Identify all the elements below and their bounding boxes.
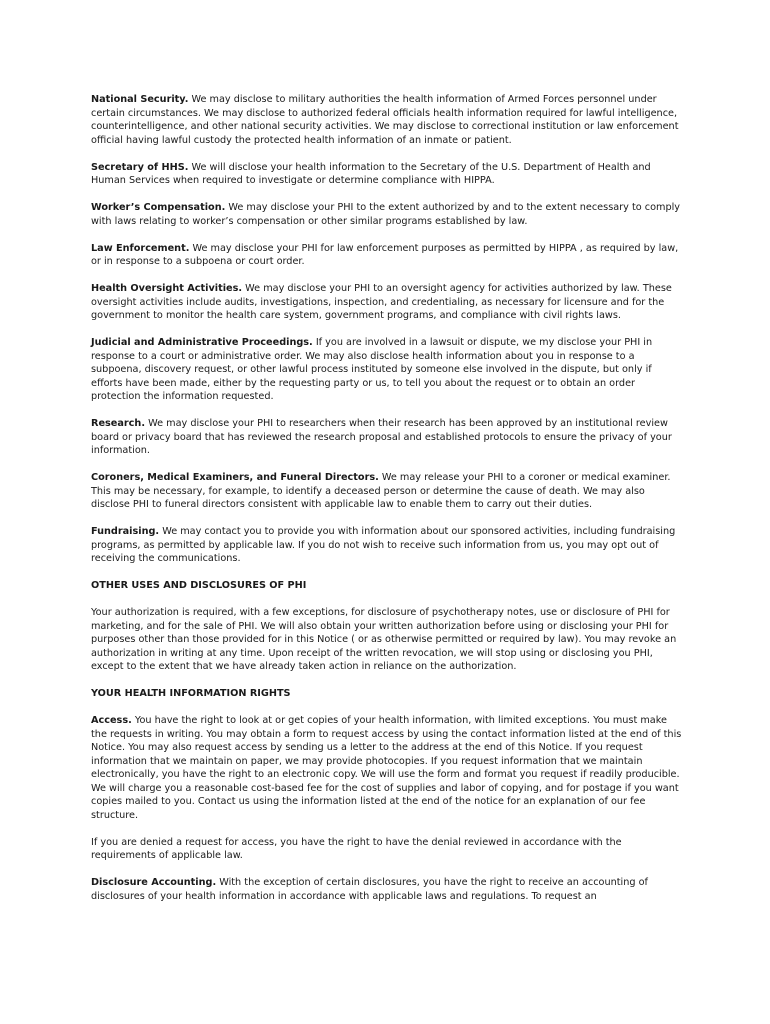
section-disclosure-accounting [91,876,683,903]
section-body: We may disclose your PHI to researchers when their research has been approved by an institutional review board or privacy board that has reviewed the research proposal and established protocols to ensure the privacy of your information. [91,418,672,456]
section-heading: Health Oversight Activities. [91,283,243,294]
section-heading: Law Enforcement. [91,242,190,254]
section-heading: Access. [91,715,132,726]
section-access [91,714,683,822]
section-workers-compensation [91,201,683,228]
section-research [91,417,683,458]
section-coroners [91,471,683,512]
section-health-oversight [91,282,683,323]
other-uses-title: OTHER USES AND DISCLOSURES OF PHI [91,580,307,591]
section-body: We may contact you to provide you with information about our sponsored activities, including fundraising programs, as permitted by applicable law. If you do not wish to receive such information from us, you may opt out of receiving the communications. [91,526,676,564]
section-body: We may release your PHI to a coroner or medical examiner. This may be necessary, for example, to identify a deceased person or determine the cause of death. We may also disclose PHI to funeral directors consistent with applicable law to enable them to carry out their duties. [91,472,671,510]
section-judicial-proceedings [91,336,683,404]
section-law-enforcement [91,242,683,269]
section-fundraising [91,525,683,566]
section-body: We may disclose to military authorities the health information of Armed Forces personnel under certain circumstances. We may disclose to authorized federal officials health information required for lawful intelligence, counterintelligence, and other national security activities. We may disclose to correctional institution or law enforcement official having lawful custody the protected health information of an inmate or patient. [91,94,679,146]
section-heading: Worker’s Compensation. [91,202,226,213]
section-body: If you are involved in a lawsuit or dispute, we my disclose your PHI in response to a court or administrative order. We may also disclose health information about you in response to a subpoena, discovery request, or other lawful process instituted by someone else involved in the dispute, but only if efforts have been made, either by the requesting party or us, to tell you about the request or to obtain an order protection the information requested. [91,337,653,402]
access-denied-paragraph: If you are denied a request for access, you have the right to have the denial reviewed in accordance with the requirements of applicable law. [91,836,622,861]
section-heading: National Security. [91,94,189,105]
section-heading: Fundraising. [91,526,160,537]
section-heading: Disclosure Accounting. [91,877,217,888]
section-body: With the exception of certain disclosures, you have the right to receive an accounting of disclosures of your health information in accordance with applicable laws and regulations. To request an [91,877,648,902]
section-body: We may disclose your PHI to an oversight agency for activities authorized by law. These oversight activities include audits, investigations, inspection, and credentialing, as necessary for licensure and for the government to monitor the health care system, government programs, and compliance with civil rights laws. [91,283,672,321]
section-body: We may disclose your PHI to the extent authorized by and to the extent necessary to comply with laws relating to worker’s compensation or other similar programs established by law. [91,202,681,227]
section-body: You have the right to look at or get copies of your health information, with limited exceptions. You must make the requests in writing. You may obtain a form to request access by using the contact information listed at the end of this Notice. You may also request access by sending us a letter to the address at the end of this Notice. If you request information that we maintain on paper, we may provide photocopies. If you request information that we maintain electronically, you have the right to an electronic copy. We will use the form and format you request if readily producible. We will charge you a reasonable cost-based fee for the cost of supplies and labor of copying, and for postage if you want copies mailed to you. Contact us using the information listed at the end of the notice for an explanation of our fee structure. [91,715,682,821]
section-heading: Secretary of HHS. [91,161,189,173]
section-body: We will disclose your health information to the Secretary of the U.S. Department of Health and Human Services when required to investigate or determine compliance with HIPPA. [91,161,651,186]
section-national-security [91,93,683,147]
document-page [91,93,683,917]
other-uses-body: Your authorization is required, with a few exceptions, for disclosure of psychotherapy notes, use or disclosure of PHI for marketing, and for the sale of PHI. We will also obtain your written authorization before using or disclosing your PHI for purposes other than those provided for in this Notice ( or as otherwise permitted or required by law). You may revoke an authorization in writing at any time. Upon receipt of the written revocation, we will stop using or disclosing you PHI, except to the extent that we have already taken action in reliance on the authorization. [91,607,677,672]
section-secretary-hhs [91,161,683,188]
rights-title: YOUR HEALTH INFORMATION RIGHTS [91,688,291,699]
section-heading: Judicial and Administrative Proceedings. [91,337,313,348]
section-heading: Coroners, Medical Examiners, and Funeral Directors. [91,472,379,483]
section-body: We may disclose your PHI for law enforcement purposes as permitted by HIPPA , as required by law, or in response to a subpoena or court order. [91,242,679,267]
section-heading: Research. [91,418,146,429]
